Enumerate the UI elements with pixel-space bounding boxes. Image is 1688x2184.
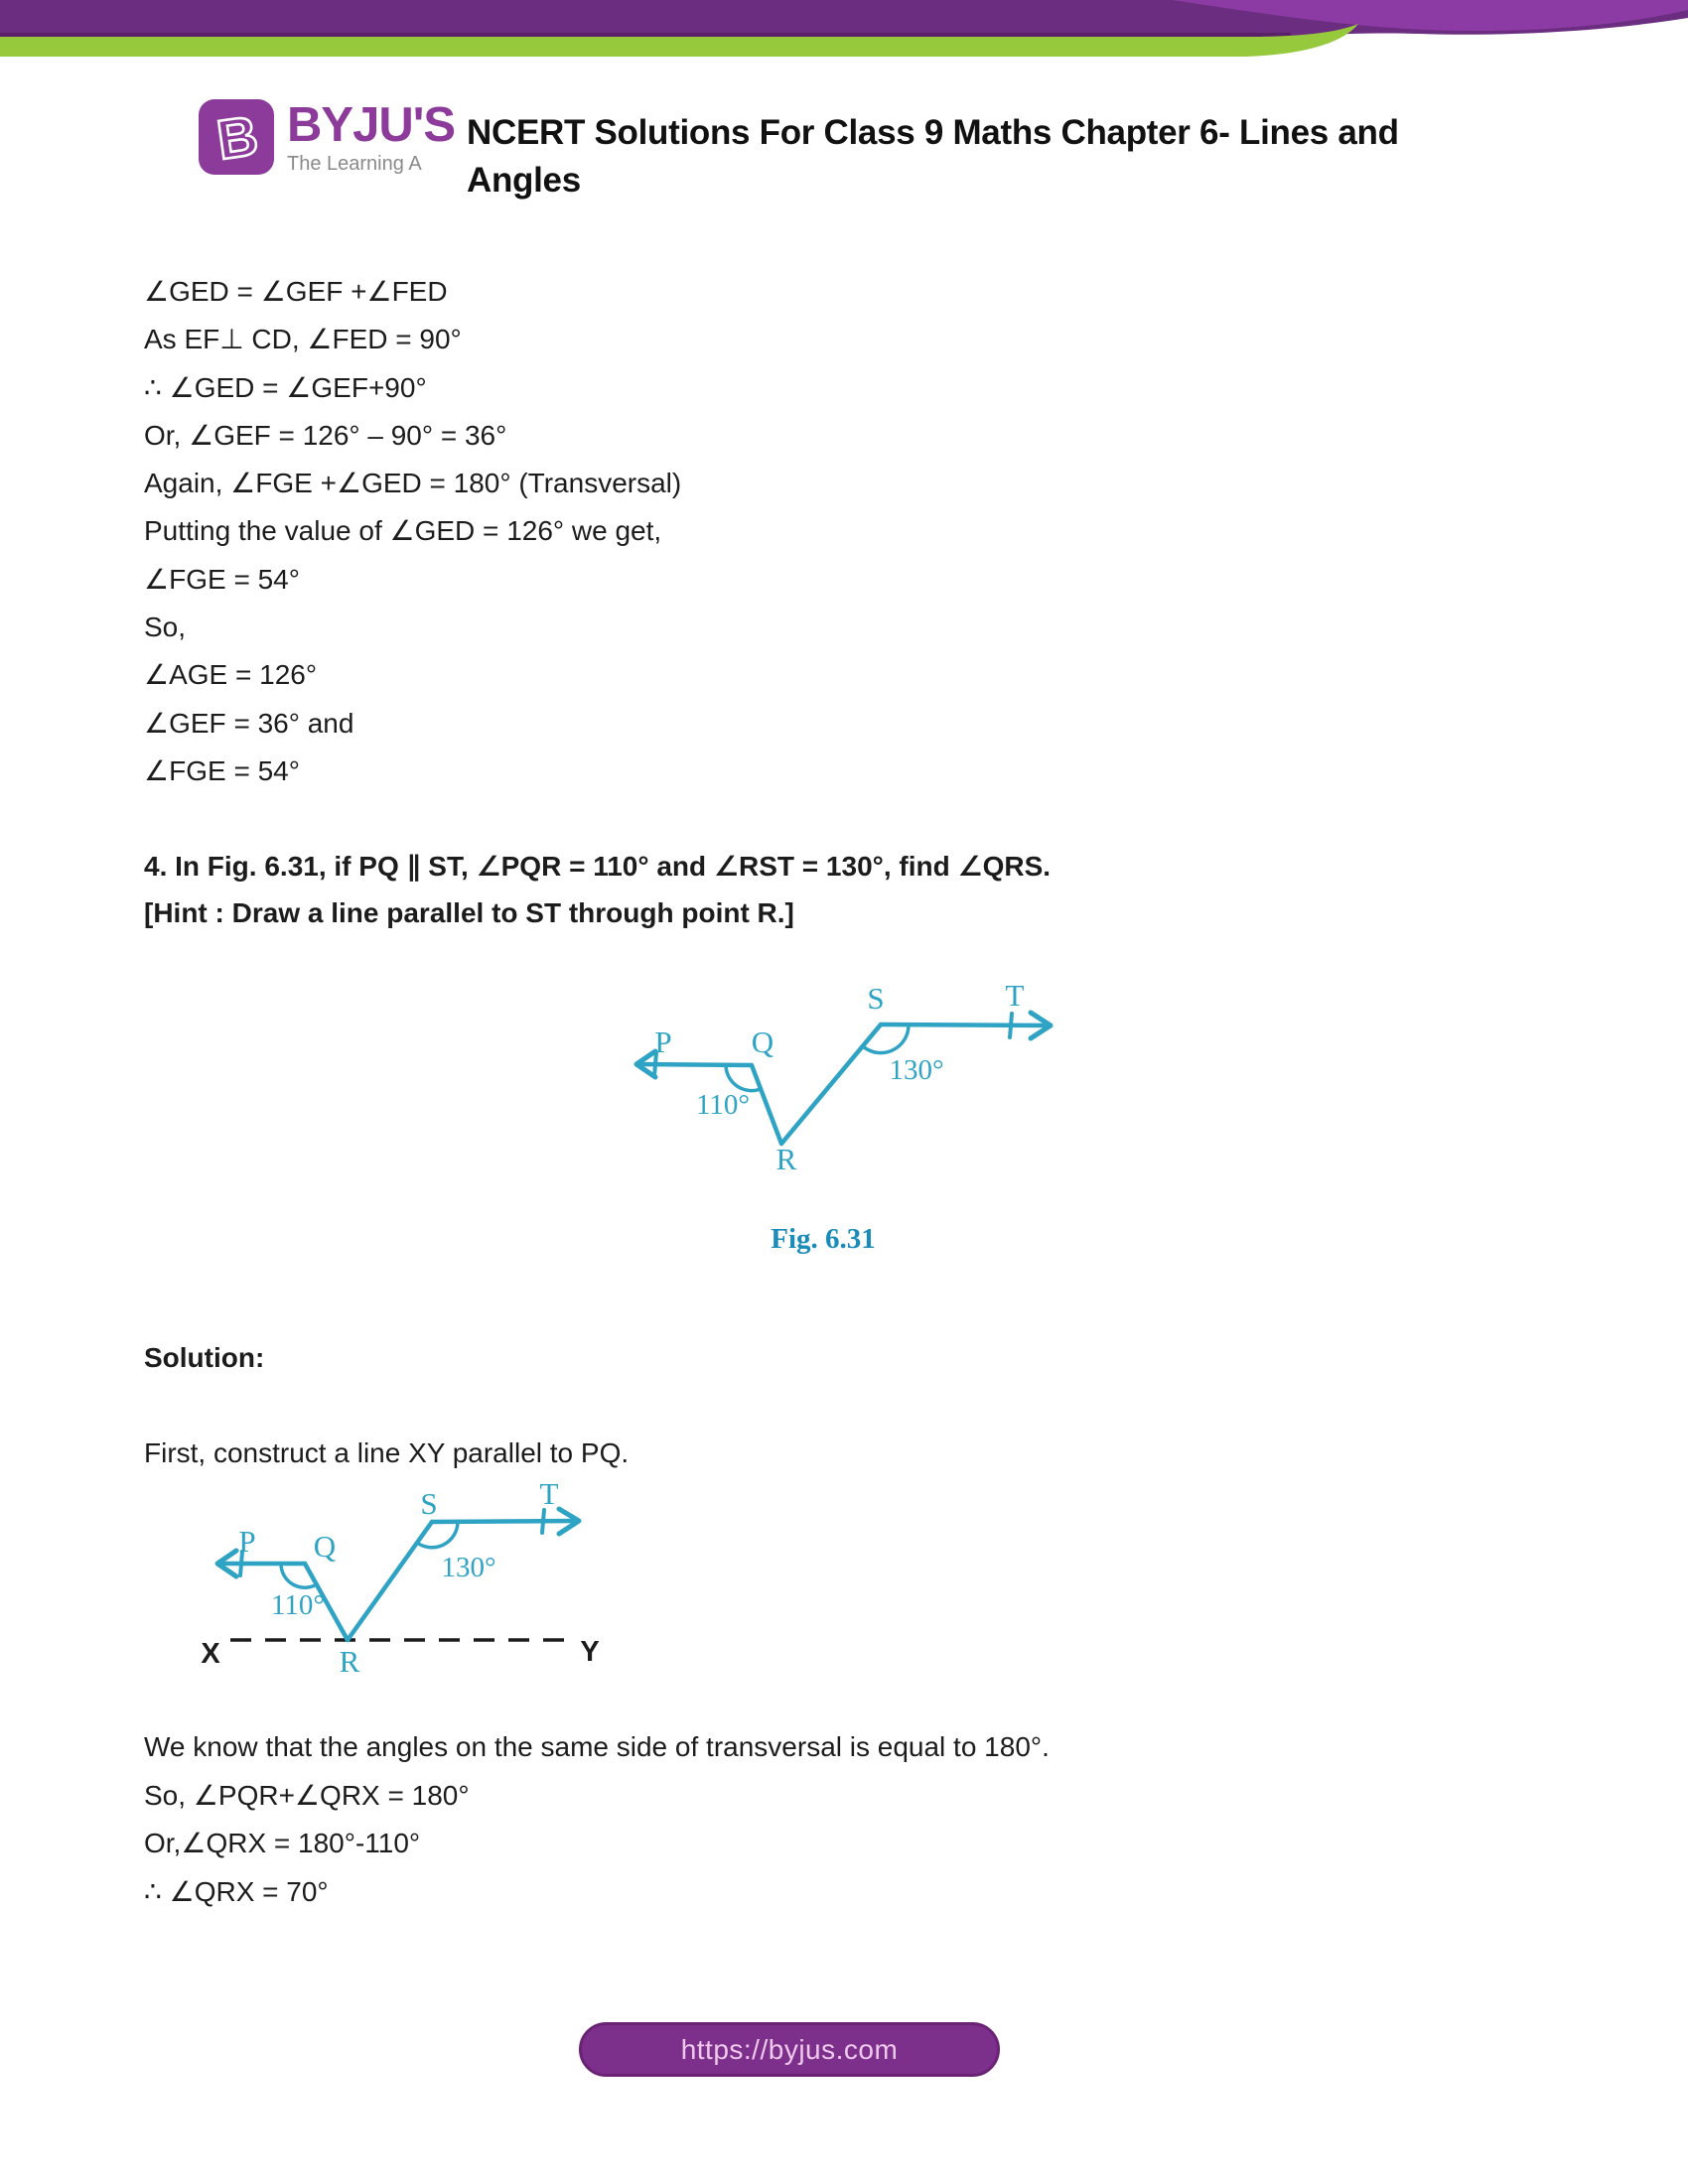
logo-b-letter: B: [212, 103, 262, 172]
angle-value-s: 130°: [441, 1552, 496, 1583]
segment-qr: [752, 1065, 781, 1144]
math-line: Again, ∠FGE +∠GED = 180° (Transversal): [144, 468, 682, 499]
solution-heading: Solution:: [144, 1342, 265, 1373]
math-line: Or, ∠GEF = 126° – 90° = 36°: [144, 419, 507, 451]
math-line: ∴ ∠GED = ∠GEF+90°: [144, 371, 427, 403]
angle-value-q: 110°: [695, 1089, 751, 1121]
point-label-p: P: [654, 1024, 672, 1059]
angle-value-q: 110°: [270, 1589, 326, 1621]
math-line: So,: [144, 612, 187, 643]
conclusion-block: [144, 1723, 1050, 1916]
segment-rs: [781, 1024, 881, 1144]
point-label-q: Q: [751, 1024, 774, 1059]
math-line: ∠AGE = 126°: [144, 659, 318, 691]
construct-line-text: First, construct a line XY parallel to PQ.: [144, 1437, 630, 1468]
point-label-y: Y: [580, 1636, 600, 1668]
point-label-x: X: [201, 1638, 220, 1670]
ray-st: [432, 1521, 578, 1522]
byjus-b-icon: [199, 99, 274, 175]
purple-band-edge: [0, 33, 1291, 37]
byjus-url-button[interactable]: [579, 2022, 1000, 2077]
point-label-s: S: [867, 981, 885, 1016]
angle-value-s: 130°: [889, 1054, 944, 1086]
math-line: As EF⊥ CD, ∠FED = 90°: [144, 324, 462, 355]
construction-figure: [179, 1476, 635, 1693]
question-line: [Hint : Draw a line parallel to ST through point R.]: [144, 897, 794, 928]
math-line: ∠GED = ∠GEF +∠FED: [144, 276, 448, 307]
math-line: Or,∠QRX = 180°-110°: [144, 1828, 421, 1858]
ray-st: [881, 1024, 1050, 1025]
point-label-t: T: [539, 1476, 559, 1511]
tick-t: [542, 1510, 544, 1533]
logo-wordmark: BYJU'S: [287, 99, 456, 152]
working-block: [144, 268, 681, 795]
math-line: Putting the value of ∠GED = 126° we get,: [144, 515, 662, 547]
logo-text-wrap: [287, 99, 458, 176]
page-title-line2: Angles: [467, 161, 581, 200]
point-label-t: T: [1005, 978, 1025, 1013]
point-label-q: Q: [313, 1529, 337, 1564]
math-line: ∠GEF = 36° and: [144, 707, 354, 739]
byjus-logo: [199, 99, 458, 176]
math-line: ∠FGE = 54°: [144, 563, 300, 595]
segment-rs: [348, 1522, 432, 1640]
figure-caption: Fig. 6.31: [771, 1223, 876, 1255]
question-line: 4. In Fig. 6.31, if PQ ∥ ST, ∠PQR = 110° and ∠RST = 130°, find ∠QRS.: [144, 851, 1052, 882]
math-line: ∠FGE = 54°: [144, 754, 300, 786]
page-title: [467, 109, 1569, 205]
byjus-url-text: https://byjus.com: [680, 2033, 899, 2065]
logo-tagline: The Learning A: [287, 153, 422, 175]
tick-t: [1010, 1014, 1012, 1037]
math-line: We know that the angles on the same side of transversal is equal to 180°.: [144, 1731, 1050, 1762]
header-decoration: [0, 0, 1688, 79]
point-label-r: R: [775, 1142, 797, 1176]
math-line: So, ∠PQR+∠QRX = 180°: [144, 1779, 470, 1811]
point-label-r: R: [339, 1644, 360, 1679]
math-line: ∴ ∠QRX = 70°: [144, 1875, 329, 1907]
page-title-line1: NCERT Solutions For Class 9 Maths Chapter 6- Lines and: [467, 113, 1399, 152]
point-label-s: S: [420, 1486, 438, 1521]
byjus-logo-mark: [199, 99, 274, 175]
point-label-p: P: [238, 1524, 256, 1559]
figure-6-31: [596, 973, 1072, 1186]
question-block: [144, 843, 1051, 936]
